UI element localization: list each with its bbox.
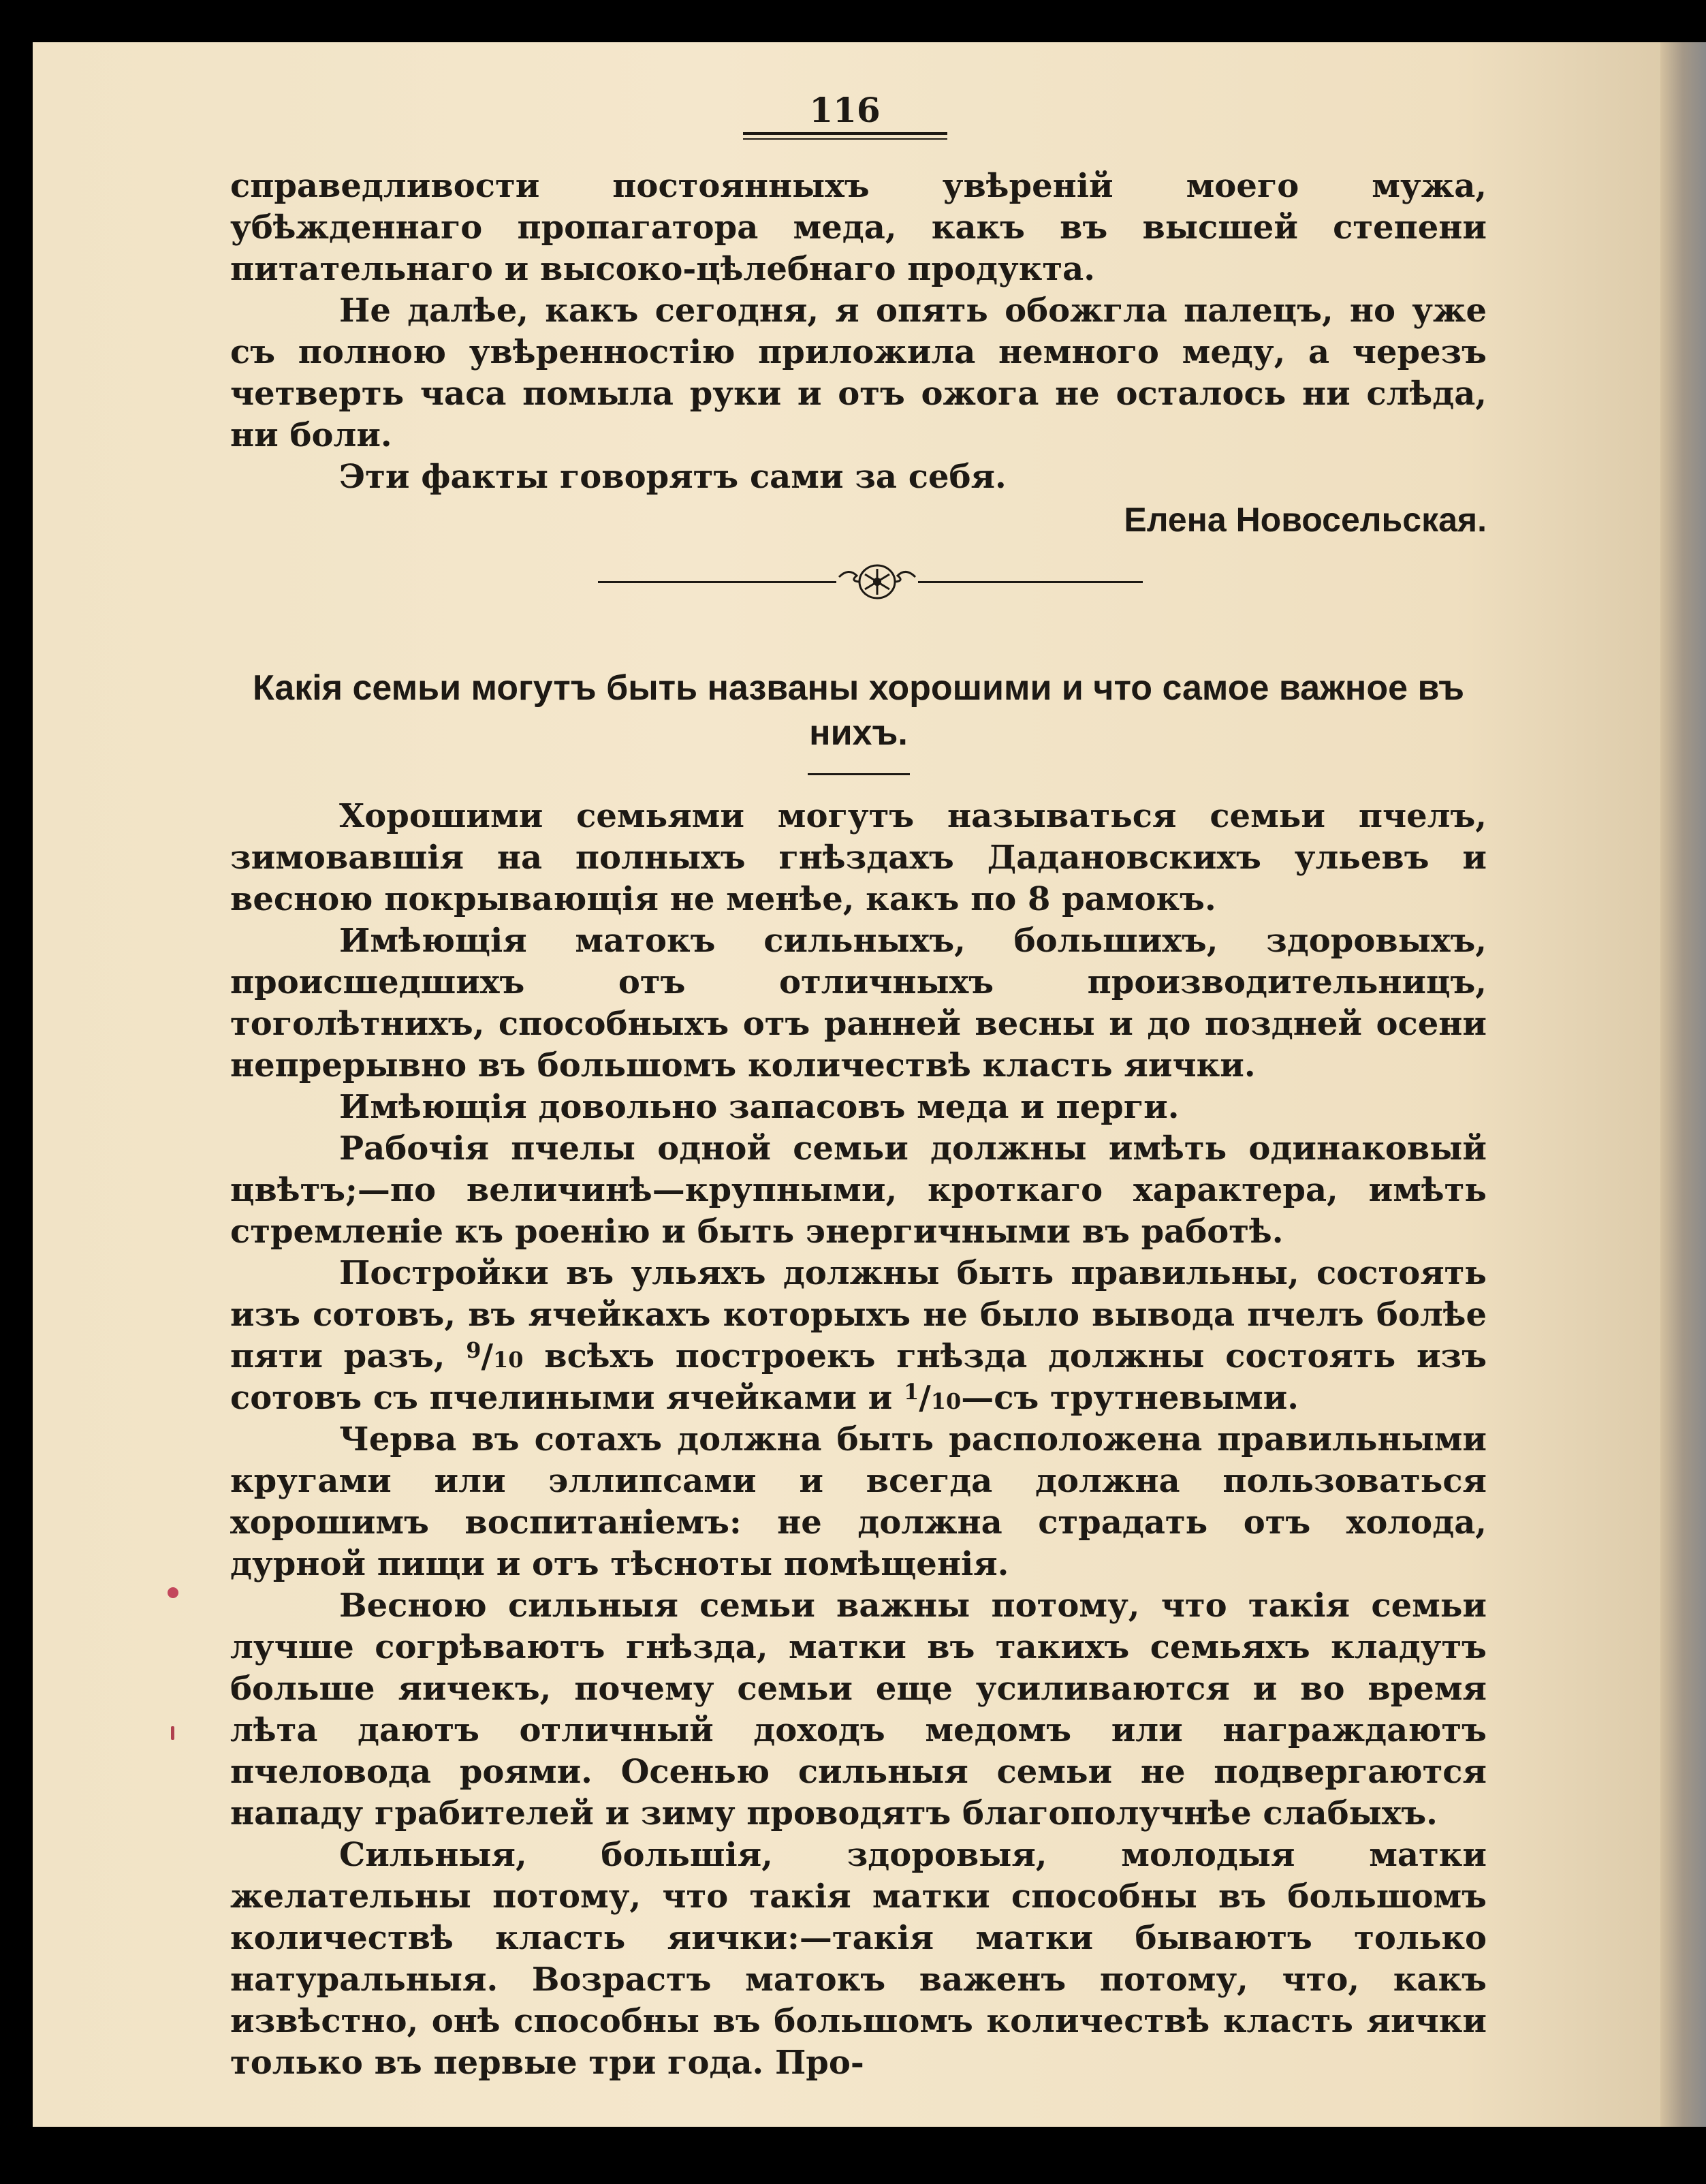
fraction-1-numerator: 9 — [466, 1337, 481, 1363]
paragraph-queens: Имѣющія матокъ сильныхъ, большихъ, здоровыхъ, происшедшихъ отъ отличныхъ производительницъ, тоголѣтнихъ, способныхъ отъ ранней весны и до поздней осени непрерывно въ большомъ количествѣ класть яички. — [230, 922, 1487, 1085]
fraction-1-denominator: 10 — [493, 1347, 524, 1373]
heading-rule — [808, 773, 910, 775]
paragraph-combs: Постройки въ ульяхъ должны быть правильны, состоять изъ сотовъ, въ ячейкахъ которыхъ не было вывода пчелъ болѣе пяти разъ, $^9$/10 всѣхъ построекъ гнѣзда должны состоять изъ сотовъ съ пчелиными ячейками и $^1$/10—съ трутневыми. — [230, 1254, 1487, 1417]
flower-ornament-icon — [836, 561, 918, 603]
article-heading: Какія семьи могутъ быть названы хорошими и что самое важное въ нихъ. — [252, 668, 1465, 753]
paragraph-brood: Черва въ сотахъ должна быть расположена правильными кругами или эллипсами и всегда должна пользоваться хорошимъ воспитаніемъ: не должна страдать отъ холода, дурной пищи и отъ тѣсноты помѣщенія. — [230, 1420, 1487, 1583]
red-ink-mark — [171, 1726, 174, 1740]
paragraph-burn: Не далѣе, какъ сегодня, я опять обожгла палецъ, но уже съ полною увѣренностію приложила немного меду, а черезъ четверть часа помыла руки и отъ ожога не осталось ни слѣда, ни боли. — [230, 292, 1487, 454]
fraction-2-numerator: 1 — [903, 1379, 919, 1405]
paragraph-stores: Имѣющія довольно запасовъ меда и перги. — [339, 1088, 1180, 1126]
section-ornament — [230, 555, 1487, 610]
ornament-right-line — [918, 581, 1143, 583]
book-page — [33, 42, 1706, 2127]
red-ink-speck — [168, 1587, 178, 1598]
page-number-rule — [743, 132, 947, 140]
page-number: 116 — [809, 90, 881, 130]
combs-text-middle: всѣхъ построекъ гнѣзда должны состоять изъ сотовъ съ пчелиными ячейками и — [230, 1337, 1487, 1417]
page-text — [230, 90, 1487, 2084]
paragraph-continued: справедливости постоянныхъ увѣреній моего мужа, убѣжденнаго пропагатора меда, какъ въ высшей степени питательнаго и высоко-цѣлебнаго продукта. — [230, 167, 1487, 288]
author-signature: Елена Новосельская. — [1124, 501, 1487, 539]
fraction-2-denominator: 10 — [930, 1388, 962, 1414]
paragraph-good-families: Хорошими семьями могутъ называться семьи пчелъ, зимовавшія на полныхъ гнѣздахъ Дадановскихъ ульевъ и весною покрывающія не менѣе, какъ по 8 рамокъ. — [230, 797, 1487, 918]
paragraph-workers: Рабочія пчелы одной семьи должны имѣть одинаковый цвѣтъ;—по величинѣ—крупными, кроткаго характера, имѣть стремленіе къ роенію и быть энергичными въ работѣ. — [230, 1129, 1487, 1251]
paragraph-facts: Эти факты говорятъ сами за себя. — [339, 458, 1007, 496]
book-spine-shadow — [1660, 42, 1706, 2127]
paragraph-spring: Весною сильныя семьи важны потому, что такія семьи лучше согрѣваютъ гнѣзда, матки въ такихъ семьяхъ кладутъ больше яичекъ, почему семьи еще усиливаются и во время лѣта даютъ отличный доходъ медомъ или награждаютъ пчеловода роями. Осенью сильныя семьи не подвергаются нападу грабителей и зиму проводятъ благополучнѣе слабыхъ. — [230, 1587, 1487, 1832]
combs-text-start: Постройки въ ульяхъ должны быть правильны, состоять изъ сотовъ, въ ячейкахъ которыхъ не было вывода пчелъ болѣе пяти разъ, — [230, 1254, 1487, 1375]
paragraph-strong-queens: Сильныя, большія, здоровыя, молодыя матки желательны потому, что такія матки способны въ большомъ количествѣ класть яички:—такія матки бываютъ только натуральныя. Возрастъ матокъ важенъ потому, что, какъ извѣстно, онѣ способны въ большомъ количествѣ класть яички только въ первые три года. Про- — [230, 1836, 1487, 2082]
combs-text-end: —съ трутневыми. — [961, 1379, 1299, 1417]
ornament-left-line — [598, 581, 836, 583]
